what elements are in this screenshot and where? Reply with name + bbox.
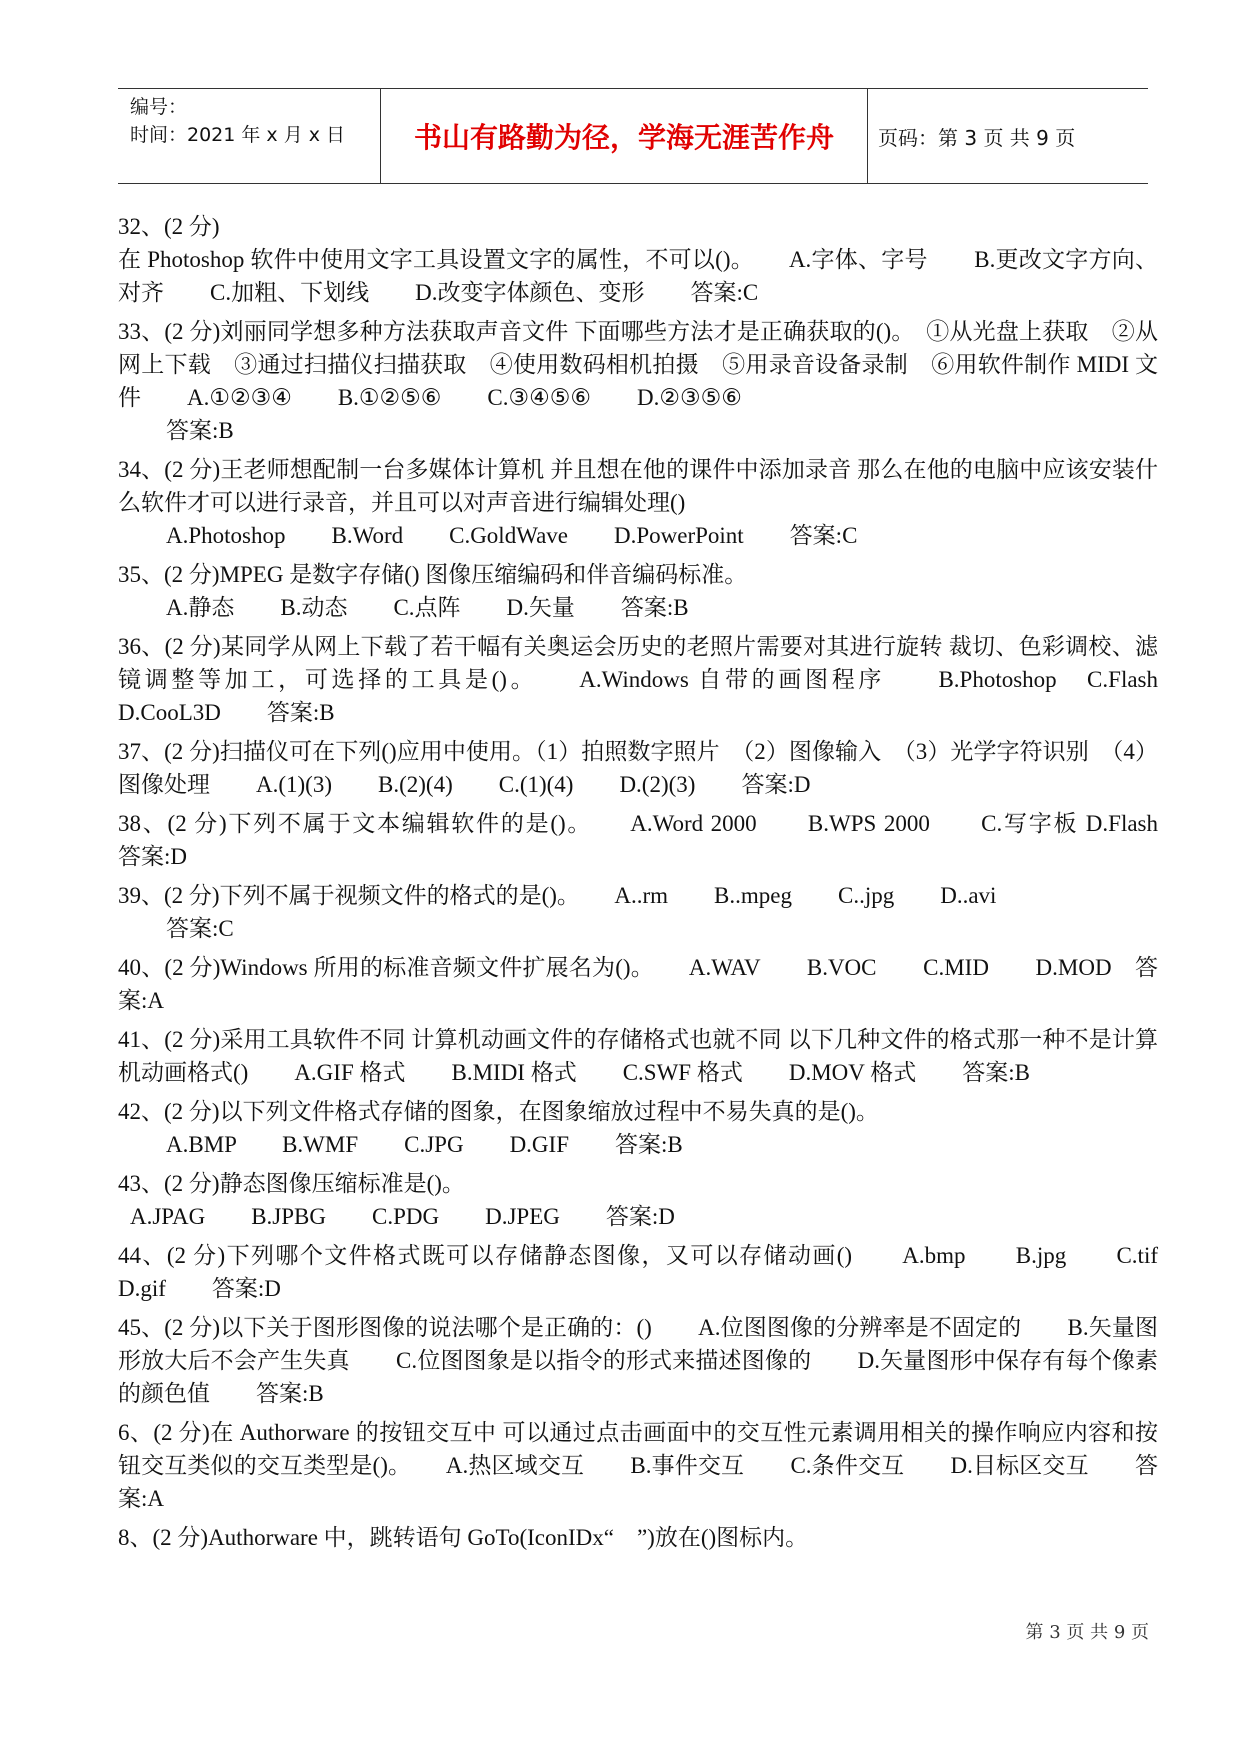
question-answer: 答案:B [166,418,234,443]
question-text: 36、(2 分)某同学从网上下载了若干幅有关奥运会历史的老照片需要对其进行旋转 裁切、色彩调校、滤镜调整等加工，可选择的工具是()。 A.Windows 自带的画图程序 B.Photoshop C.Flash D.CooL3D 答案:B [118,634,1204,725]
question-text: 34、(2 分)王老师想配制一台多媒体计算机 并且想在他的课件中添加录音 那么在他的电脑中应该安装什么软件才可以进行录音，并且可以对声音进行编辑处理() [118,457,1158,515]
question-text: 37、(2 分)扫描仪可在下列()应用中使用。（1）拍照数字照片 （2）图像输入 （3）光学字符识别 （4）图像处理 A.(1)(3) B.(2)(4) C.(1)(4) D.(2)(3) 答案:D [118,739,1158,797]
question-item [118,315,1158,447]
question-item [118,879,1158,945]
question-item [118,1167,1158,1233]
question-answer: A.静态 B.动态 C.点阵 D.矢量 答案:B [166,595,689,620]
question-answer: A.BMP B.WMF C.JPG D.GIF 答案:B [166,1132,683,1157]
question-item [118,210,1158,309]
question-text: 6、(2 分)在 Authorware 的按钮交互中 可以通过点击画面中的交互性元素调用相关的操作响应内容和按钮交互类似的交互类型是()。 A.热区域交互 B.事件交互 C.条件交互 D.目标区交互 答案:A [118,1420,1158,1511]
question-text: 33、(2 分)刘丽同学想多种方法获取声音文件 下面哪些方法才是正确获取的()。 ①从光盘上获取 ②从网上下载 ③通过扫描仪扫描获取 ④使用数码相机拍摄 ⑤用录音设备录制 ⑥用软件制作 MIDI 文件 A.①②③④ B.①②⑤⑥ C.③④⑤⑥ D.②③⑤⑥ [118,319,1158,410]
question-text: 39、(2 分)下列不属于视频文件的格式的是()。 A..rm B..mpeg C..jpg D..avi [118,883,997,908]
question-text: 38、(2 分)下列不属于文本编辑软件的是()。 A.Word 2000 B.WPS 2000 C.写字板 D.Flash 答案:D [118,811,1204,869]
question-answer: A.JPAG B.JPBG C.PDG D.JPEG 答案:D [130,1204,675,1229]
question-text: 44、(2 分)下列哪个文件格式既可以存储静态图像，又可以存储动画() A.bmp B.jpg C.tif D.gif 答案:D [118,1243,1181,1301]
question-item [118,1239,1181,1305]
question-list [118,210,1204,1560]
question-item [118,1023,1158,1089]
question-item [118,1095,1158,1161]
document-header [118,88,1148,184]
question-text: 42、(2 分)以下列文件格式存储的图象，在图象缩放过程中不易失真的是()。 [118,1099,879,1124]
question-item [118,1521,1158,1554]
header-motto: 书山有路勤为径，学海无涯苦作舟 [380,89,868,183]
question-item [118,735,1158,801]
question-item [118,951,1158,1017]
question-text: 40、(2 分)Windows 所用的标准音频文件扩展名为()。 A.WAV B.VOC C.MID D.MOD 答案:A [118,955,1158,1013]
question-item [118,453,1158,552]
page-footer: 第 3 页 共 9 页 [1025,1622,1149,1643]
question-text: 43、(2 分)静态图像压缩标准是()。 [118,1171,465,1196]
header-info [130,89,380,187]
question-text: 35、(2 分)MPEG 是数字存储() 图像压缩编码和伴音编码标准。 [118,562,748,587]
question-text: 在 Photoshop 软件中使用文字工具设置文字的属性，不可以()。 A.字体、字号 B.更改文字方向、对齐 C.加粗、下划线 D.改变字体颜色、变形 答案:C [118,247,1158,305]
question-text: 41、(2 分)采用工具软件不同 计算机动画文件的存储格式也就不同 以下几种文件的格式那一种不是计算机动画格式() A.GIF 格式 B.MIDI 格式 C.SWF 格式 D.MOV 格式 答案:B [118,1027,1158,1085]
question-answer: A.Photoshop B.Word C.GoldWave D.PowerPoint 答案:C [166,523,858,548]
question-item [118,1416,1158,1515]
question-answer: 答案:C [166,916,234,941]
question-text: 32、(2 分) [118,214,220,239]
question-item [118,807,1204,873]
number-label: 编号： [130,96,188,118]
question-item [118,1311,1158,1410]
question-text: 8、(2 分)Authorware 中，跳转语句 GoTo(IconIDx“ ”)放在()图标内。 [118,1525,809,1550]
question-text: 45、(2 分)以下关于图形图像的说法哪个是正确的：() A.位图图像的分辨率是不固定的 B.矢量图形放大后不会产生失真 C.位图图象是以指令的形式来描述图像的 D.矢量图形中保存有每个像素的颜色值 答案:B [118,1315,1158,1406]
time-label: 时间：2021 年 x 月 x 日 [130,124,346,146]
header-page-label: 页码：第 3 页 共 9 页 [878,125,1076,150]
question-item [118,630,1204,729]
question-item [118,558,1158,624]
